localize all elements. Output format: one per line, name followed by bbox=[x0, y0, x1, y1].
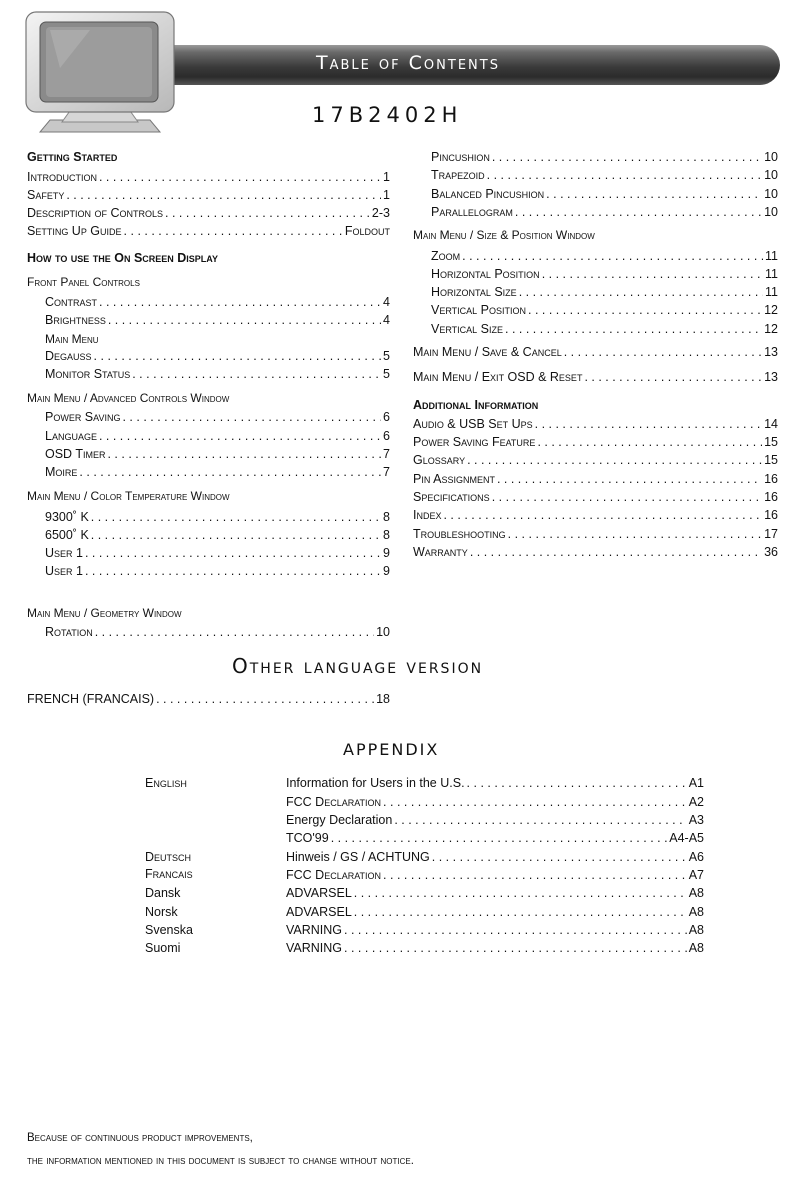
appendix-entry[interactable]: ADVARSEL . . . A8 bbox=[286, 905, 704, 922]
toc-entry[interactable]: Warranty . . . 36 bbox=[413, 545, 778, 562]
section-heading-getting-started: Getting Started bbox=[27, 150, 118, 164]
appendix-entry[interactable]: VARNING . . . A8 bbox=[286, 941, 704, 958]
section-heading-osd: How to use the On Screen Display bbox=[27, 251, 218, 265]
toc-entry[interactable]: Monitor Status . . . 5 bbox=[45, 367, 390, 384]
model-number: 17B2402H bbox=[312, 103, 463, 127]
appendix-language: Suomi bbox=[145, 941, 181, 955]
toc-entry[interactable]: Balanced Pincushion . . . 10 bbox=[431, 187, 778, 204]
toc-entry[interactable]: Pincushion . . . 10 bbox=[431, 150, 778, 167]
toc-entry[interactable]: Glossary . . . 15 bbox=[413, 453, 778, 470]
subheading-main-menu: Main Menu bbox=[45, 332, 99, 346]
toc-entry-exit-reset[interactable]: Main Menu / Exit OSD & Reset . . . 13 bbox=[413, 370, 778, 387]
appendix-entry[interactable]: ADVARSEL . . . A8 bbox=[286, 886, 704, 903]
toc-entry[interactable]: Rotation . . . 10 bbox=[45, 625, 390, 642]
page-title: Table of Contents bbox=[316, 52, 500, 74]
appendix-entry[interactable]: Energy Declaration . . . A3 bbox=[286, 813, 704, 830]
appendix-language: Francais bbox=[145, 867, 193, 881]
toc-entry[interactable]: User 1 . . . 9 bbox=[45, 564, 390, 581]
appendix-entry[interactable]: FCC Declaration . . . A7 bbox=[286, 868, 704, 885]
toc-entry[interactable]: Audio & USB Set Ups . . . 14 bbox=[413, 417, 778, 434]
toc-entry[interactable]: Brightness . . . 4 bbox=[45, 313, 390, 330]
toc-entry[interactable]: Contrast . . . 4 bbox=[45, 295, 390, 312]
subheading-advanced-controls: Main Menu / Advanced Controls Window bbox=[27, 391, 230, 405]
toc-entry[interactable]: Troubleshooting . . . 17 bbox=[413, 527, 778, 544]
subheading-color-temperature: Main Menu / Color Temperature Window bbox=[27, 489, 230, 503]
toc-entry[interactable]: Language . . . 6 bbox=[45, 429, 390, 446]
toc-entry[interactable]: Specifications . . . 16 bbox=[413, 490, 778, 507]
appendix-heading: APPENDIX bbox=[343, 740, 440, 759]
toc-entry[interactable]: Vertical Size . . . 12 bbox=[431, 322, 778, 339]
footer-line-1: Because of continuous product improvements, bbox=[27, 1132, 253, 1144]
subheading-geometry: Main Menu / Geometry Window bbox=[27, 606, 182, 620]
appendix-entry[interactable]: TCO'99 . . . A4-A5 bbox=[286, 831, 704, 848]
toc-entry[interactable]: Index . . . 16 bbox=[413, 508, 778, 525]
toc-entry[interactable]: Moire . . . 7 bbox=[45, 465, 390, 482]
appendix-entry[interactable]: Hinweis / GS / ACHTUNG . . . A6 bbox=[286, 850, 704, 867]
appendix-language: Svenska bbox=[145, 923, 193, 937]
appendix-entry[interactable]: Information for Users in the U.S. . . . A1 bbox=[286, 776, 704, 793]
toc-entry[interactable]: Pin Assignment . . . 16 bbox=[413, 472, 778, 489]
toc-entry[interactable]: User 1 . . . 9 bbox=[45, 546, 390, 563]
toc-entry[interactable]: Introduction . . . 1 bbox=[27, 170, 390, 187]
subheading-front-panel: Front Panel Controls bbox=[27, 275, 140, 289]
section-heading-additional: Additional Information bbox=[413, 398, 539, 412]
toc-entry[interactable]: Setting Up Guide . . . Foldout bbox=[27, 224, 390, 241]
toc-entry[interactable]: Description of Controls . . . 2-3 bbox=[27, 206, 390, 223]
toc-entry[interactable]: 9300˚ K . . . 8 bbox=[45, 510, 390, 527]
toc-entry[interactable]: OSD Timer . . . 7 bbox=[45, 447, 390, 464]
toc-entry-save-cancel[interactable]: Main Menu / Save & Cancel . . . 13 bbox=[413, 345, 778, 362]
appendix-language: Deutsch bbox=[145, 850, 192, 864]
toc-entry[interactable]: Safety . . . 1 bbox=[27, 188, 390, 205]
monitor-icon bbox=[20, 8, 180, 138]
appendix-entry[interactable]: FCC Declaration . . . A2 bbox=[286, 795, 704, 812]
toc-entry[interactable]: Horizontal Size . . . 11 bbox=[431, 285, 778, 302]
other-language-heading: Other language version bbox=[232, 654, 484, 678]
toc-entry[interactable]: Horizontal Position . . . 11 bbox=[431, 267, 778, 284]
subheading-size-position: Main Menu / Size & Position Window bbox=[413, 228, 595, 242]
toc-entry-french[interactable]: FRENCH (FRANCAIS) . . . 18 bbox=[27, 692, 390, 709]
toc-entry[interactable]: 6500˚ K . . . 8 bbox=[45, 528, 390, 545]
toc-entry[interactable]: Zoom . . . 11 bbox=[431, 249, 778, 266]
appendix-entry[interactable]: VARNING . . . A8 bbox=[286, 923, 704, 940]
appendix-language: English bbox=[145, 776, 187, 790]
toc-entry[interactable]: Power Saving Feature . . . 15 bbox=[413, 435, 778, 452]
appendix-language: Norsk bbox=[145, 905, 178, 919]
toc-entry[interactable]: Degauss . . . 5 bbox=[45, 349, 390, 366]
appendix-language: Dansk bbox=[145, 886, 181, 900]
footer-line-2: the information mentioned in this document is subject to change without notice. bbox=[27, 1155, 414, 1167]
toc-entry[interactable]: Power Saving . . . 6 bbox=[45, 410, 390, 427]
toc-entry[interactable]: Vertical Position . . . 12 bbox=[431, 303, 778, 320]
toc-entry[interactable]: Parallelogram . . . 10 bbox=[431, 205, 778, 222]
toc-entry[interactable]: Trapezoid . . . 10 bbox=[431, 168, 778, 185]
